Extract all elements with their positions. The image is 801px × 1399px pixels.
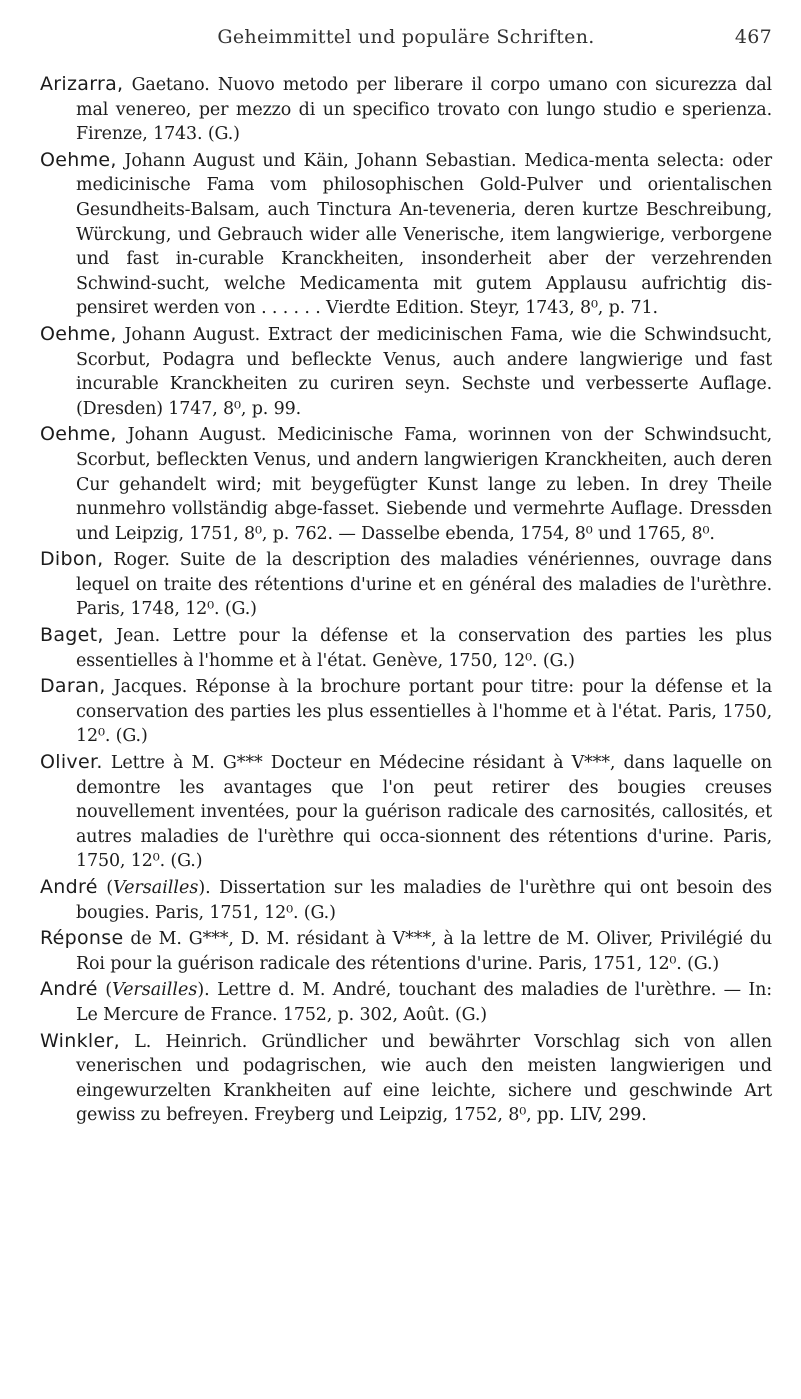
entry-author: Oehme, [40,148,117,171]
bibliography-entry [40,547,772,622]
bibliography-entry: André (Versailles). Lettre d. M. André, touchant des maladies de l'urèthre. — In: Le Mercure de France. 1752, p. 302, Août. (G.) [40,978,772,1025]
entry-text: Dissertation sur les maladies de l'urèthre qui ont besoin des bougies. Paris, 1751, 12⁰. (G.) [76,878,772,923]
entry-text: L. Heinrich. Gründlicher und bewährter Vorschlag sich von allen venerischen und podagrischen, wie auch den meisten langwierigen und eingewurzelten Krankheiten auf eine leichte, sichere und geschwinde Art gewiss zu befreyen. Freyberg und Leipzig, 1752, 8⁰, pp. LIV, 299. [76,1031,772,1126]
bibliography-entry [40,72,772,147]
entry-text: Roger. Suite de la description des maladies vénériennes, ouvrage dans lequel on traite des rétentions d'urine et en général des maladies de l'urèthre. Paris, 1748, 12⁰. (G.) [76,550,772,620]
bibliography-entry [40,674,772,749]
bibliography-entry [40,322,772,421]
bibliography-entry [40,926,772,976]
entry-author: Oliver. [40,751,103,774]
running-head [40,26,772,58]
bibliography-entry [40,422,772,546]
entry-text: Jacques. Réponse à la brochure portant pour titre: pour la défense et la conservation des parties les plus essentielles à l'homme et à l'état. Paris, 1750, 12⁰. (G.) [76,677,772,747]
entry-author: Oehme, [40,423,117,446]
entry-author: André [40,876,98,898]
entry-text: Jean. Lettre pour la défense et la conservation des parties les plus essentielles à l'homme et à l'état. Genève, 1750, 12⁰. (G.) [76,626,772,671]
entry-place: Versailles [112,980,198,1001]
page-number: 467 [734,26,772,48]
entry-text: Johann August. Extract der medicinischen Fama, wie die Schwindsucht, Scorbut, Podagra und befleckte Venus, auch andere langwierige und fast incurable Kranckheiten zu curiren seyn. Sechste und verbesserte Auflage. (Dresden) 1747, 8⁰, p. 99. [76,324,772,419]
entry-author: Arizarra, [40,73,124,95]
entry-text: Gaetano. Nuovo metodo per liberare il corpo umano con sicurezza dal mal venereo, per mezzo di un specifico trovato con lungo studio e sperienza. Firenze, 1743. (G.) [76,75,772,145]
entry-author: Daran, [40,675,106,698]
bibliography-entry [40,148,772,321]
book-page [40,26,772,1129]
entry-text: Johann August und Käin, Johann Sebastian. Medica-menta selecta: oder medicinische Fama vom philosophischen Gold-Pulver und orientalischen Gesundheits-Balsam, auch Tinctura An-teveneria, deren kurtze Beschreibung, Würckung, und Gebrauch wider alle Venerische, item langwierige, verborgene und fast in-curable Kranckheiten, insonderheit aber der verzehrenden Schwind-sucht, welche Medicamenta mit gutem Applausu aufrichtig dis-pensiret werden von . . . . . . Vierdte Edition. Steyr, 1743, 8⁰, p. 71. [76,150,772,319]
entry-author: Oehme, [40,322,117,345]
entry-text: Lettre à M. G*** Docteur en Médecine résidant à V***, dans laquelle on demontre les avantages que l'on peut retirer des bougies creuses nouvellement inventées, pour la guérison radicale des carnosités, callosités, et autres maladies de l'urèthre qui occa-sionnent des rétentions d'urine. Paris, 1750, 12⁰. (G.) [76,753,772,872]
entry-text: Lettre d. M. André, touchant des maladies de l'urèthre. — In: Le Mercure de France. 1752, p. 302, Août. (G.) [76,980,772,1025]
bibliography-entry [40,1029,772,1128]
bibliography-entry [40,750,772,874]
entry-text: Johann August. Medicinische Fama, worinnen von der Schwindsucht, Scorbut, befleckten Venus, und andern langwierigen Kranckheiten, auch deren Cur gehandelt wird; mit beygefügter Kunst lange zu leben. In drey Theile nunmehro vollständig abge-fasset. Siebende und vermehrte Auflage. Dressden und Leipzig, 1751, 8⁰, p. 762. — Dasselbe ebenda, 1754, 8⁰ und 1765, 8⁰. [76,425,772,544]
bibliography-entry [40,623,772,673]
entry-place: Versailles [113,878,199,898]
bibliography-entry: André (Versailles). Dissertation sur les maladies de l'urèthre qui ont besoin des bougies. Paris, 1751, 12⁰. (G.) [40,876,772,923]
bibliography-entries [40,72,772,1128]
entry-author: Baget, [40,624,104,647]
running-head-title: Geheimmittel und populäre Schriften. [217,26,595,48]
entry-author: Réponse [40,927,124,950]
entry-author: André [40,978,98,1001]
entry-author: Dibon, [40,548,104,571]
entry-author: Winkler, [40,1029,120,1052]
entry-text: de M. G***, D. M. résidant à V***, à la lettre de M. Oliver, Privilégié du Roi pour la guérison radicale des rétentions d'urine. Paris, 1751, 12⁰. (G.) [76,929,772,974]
